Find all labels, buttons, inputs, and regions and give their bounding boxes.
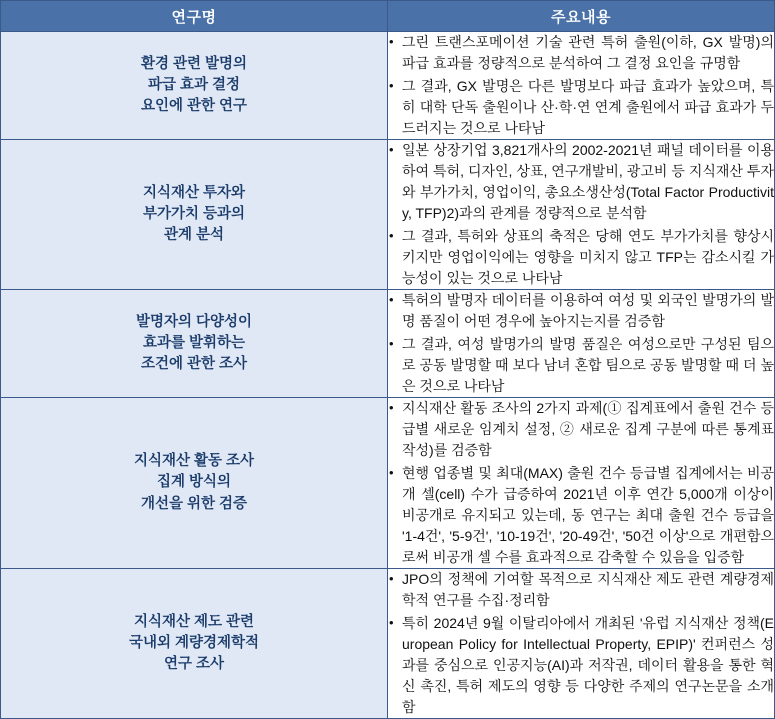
research-name-cell	[1, 398, 388, 569]
list-item: • 특히 2024년 9월 이탈리아에서 개최된 '유럽 지식재산 정책(European Policy for Intellectual Property, EPIP)' 컨퍼런스 성과를 중심으로 인공지능(AI)과 저작권, 데이터 활용을 통한 혁신 촉진, 특허 제도의 영향 등 다양한 주제의 연구논문을 소개함	[388, 613, 774, 718]
research-name-line: 조건에 관한 조사	[140, 356, 248, 372]
table-body	[1, 32, 775, 719]
research-name-cell	[1, 32, 388, 140]
table-header	[1, 1, 775, 32]
research-name-line: 부가가치 등과의	[142, 205, 246, 222]
research-name-line: 관계 분석	[163, 227, 225, 243]
list-item: • 지식재산 활동 조사의 2가지 과제(① 집계표에서 출원 건수 등급별 새로운 임계치 설정, ② 새로운 집계 구분에 따른 통계표 작성)를 검증함	[388, 398, 774, 461]
research-name-cell	[1, 569, 388, 719]
table-row	[1, 569, 775, 719]
list-item: • 그 결과, 특허와 상표의 축적은 당해 연도 부가가치를 향상시키지만 영업이익에는 영향을 미치지 않고 TFP는 감소시킬 가능성이 있는 것으로 나타남	[388, 226, 774, 289]
research-name-line: 연구 조사	[163, 656, 225, 672]
table-row	[1, 398, 775, 569]
research-name-line: 개선을 위한 검증	[140, 495, 248, 512]
research-name-line: 국내외 계량경제학적	[128, 634, 260, 651]
content-bullet-list	[388, 290, 774, 397]
content-bullet-list	[388, 398, 774, 568]
table-header-row	[1, 1, 775, 32]
main-content-cell	[388, 290, 775, 398]
list-item: • 현행 업종별 및 최대(MAX) 출원 건수 등급별 집계에서는 비공개 셀(cell) 수가 급증하여 2021년 이후 연간 5,000개 이상이 비공개로 유지되고 있는데, 동 연구는 최대 출원 건수 등급을 '1-4건', '5-9건', '10-19건', '20-49건', '50건 이상'으로 개편함으로써 비공개 셀 수를 효과적으로 감축할 수 있음을 입증함	[388, 463, 774, 568]
list-item: • 그 결과, GX 발명은 다른 발명보다 파급 효과가 높았으며, 특히 대학 단독 출원이나 산·학·연 연계 출원에서 파급 효과가 두드러지는 것으로 나타남	[388, 76, 774, 139]
research-name-line: 파급 효과 결정	[147, 76, 241, 93]
table-row	[1, 290, 775, 398]
content-bullet-list	[388, 32, 774, 139]
list-item: • 그린 트랜스포메이션 기술 관련 특허 출원(이하, GX 발명)의 파급 효과를 정량적으로 분석하여 그 결정 요인을 규명함	[388, 32, 774, 74]
research-name-cell	[1, 290, 388, 398]
main-content-cell	[388, 398, 775, 569]
research-name-line: 요인에 관한 연구	[140, 98, 248, 114]
list-item: • 그 결과, 여성 발명가의 발명 품질은 여성으로만 구성된 팀으로 공동 발명할 때 보다 남녀 혼합 팀으로 공동 발명할 때 더 높은 것으로 나타남	[388, 334, 774, 397]
research-name-cell	[1, 140, 388, 290]
research-name-line: 효과를 발휘하는	[142, 334, 246, 351]
main-content-cell	[388, 569, 775, 719]
research-name-line: 지식재산 활동 조사	[133, 453, 255, 470]
research-name-line: 지식재산 제도 관련	[133, 613, 255, 630]
table-row	[1, 32, 775, 140]
content-bullet-list	[388, 140, 774, 289]
research-name-line: 발명자의 다양성이	[135, 313, 253, 330]
column-header-main-content: 주요내용	[388, 1, 775, 32]
content-bullet-list	[388, 569, 774, 718]
main-content-cell	[388, 32, 775, 140]
list-item: • JPO의 정책에 기여할 목적으로 지식재산 제도 관련 계량경제학적 연구를 수집·정리함	[388, 569, 774, 611]
research-name-line: 지식재산 투자와	[142, 184, 246, 201]
list-item: • 특허의 발명자 데이터를 이용하여 여성 및 외국인 발명가의 발명 품질이 어떤 경우에 높아지는지를 검증함	[388, 290, 774, 332]
main-content-cell	[388, 140, 775, 290]
research-name-line: 집계 방식의	[156, 474, 232, 491]
list-item: • 일본 상장기업 3,821개사의 2002-2021년 패널 데이터를 이용하여 특허, 디자인, 상표, 연구개발비, 광고비 등 지식재산 투자와 부가가치, 영업이익, 총요소생산성(Total Factor Productivity, TFP)2)과의 관계를 정량적으로 분석함	[388, 140, 774, 224]
table-row	[1, 140, 775, 290]
research-name-line: 환경 관련 발명의	[140, 55, 248, 72]
column-header-research-name: 연구명	[1, 1, 388, 32]
